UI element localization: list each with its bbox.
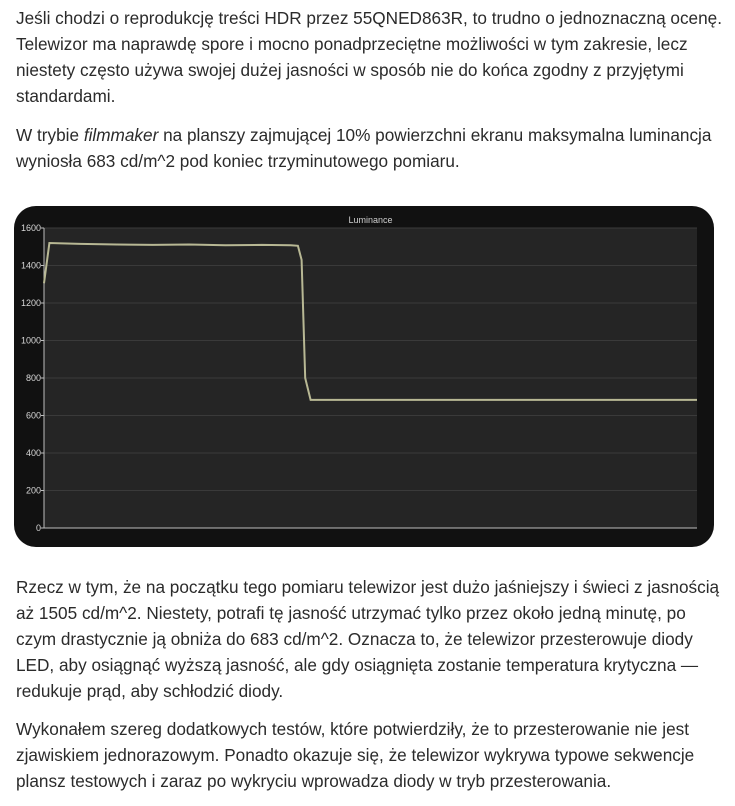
luminance-chart	[14, 206, 714, 547]
y-tick-label-200: 200	[25, 485, 41, 496]
paragraph-filmmaker-text-b: na planszy zajmującej 10% powierzchni ekranu maksymalna luminancja wyniosła 683 cd/m^2 pod koniec trzyminutowego pomiaru.	[16, 125, 712, 171]
y-tick-label-1400: 1400	[20, 260, 41, 271]
paragraph-filmmaker-text-a: W trybie	[16, 125, 84, 145]
paragraph-intro: Jeśli chodzi o reprodukcję treści HDR przez 55QNED863R, to trudno o jednoznaczną ocenę. Telewizor ma naprawdę spore i mocno ponadprzeciętne możliwości w tym zakresie, lecz niestety często używa swojej dużej jasności w sposób nie do końca zgodny z przyjętymi standardami.	[16, 8, 723, 106]
y-tick-label-600: 600	[25, 410, 41, 421]
y-tick-label-400: 400	[25, 448, 41, 458]
chart-title: Luminance	[348, 215, 393, 225]
filmmaker-mode-term: filmmaker	[83, 125, 159, 145]
y-tick-label-800: 800	[25, 373, 41, 383]
paragraph-additional-tests: Wykonałem szereg dodatkowych testów, które potwierdziły, że to przesterowanie nie jest zjawiskiem jednorazowym. Ponadto okazuje się, że telewizor wykrywa typowe sekwencje plansz testowych i zaraz po wykryciu wprowadza diody w tryb przesterowania.	[16, 719, 695, 791]
y-tick-labels	[21, 223, 44, 533]
y-tick-label-1600: 1600	[20, 223, 41, 233]
y-tick-label-1200: 1200	[20, 298, 41, 308]
paragraph-filmmaker	[16, 122, 728, 174]
y-tick-label-1000: 1000	[20, 335, 41, 346]
paragraph-explanation: Rzecz w tym, że na początku tego pomiaru telewizor jest dużo jaśniejszy i świeci z jasnością aż 1505 cd/m^2. Niestety, potrafi tę jasność utrzymać tylko przez około jedną minutę, po czym drastycznie ją obniża do 683 cd/m^2. Oznacza to, że telewizor przesterowuje diody LED, aby osiągnąć wyższą jasność, ale gdy osiągnięta zostanie temperatura krytyczna — redukuje prąd, aby schłodzić diody.	[16, 577, 720, 701]
y-tick-label-0: 0	[35, 523, 41, 533]
luminance-chart-frame	[14, 206, 714, 547]
